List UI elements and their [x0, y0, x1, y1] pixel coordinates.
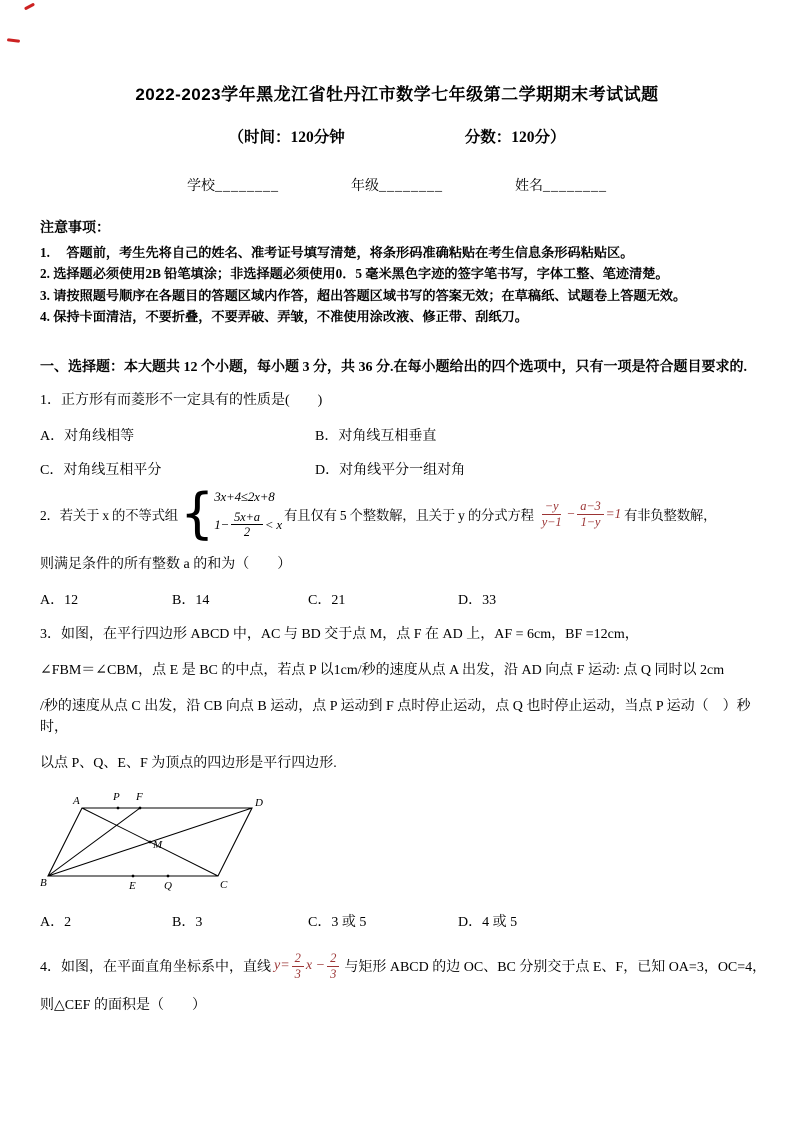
notice-item-4: 4. 保持卡面清洁，不要折叠，不要弄破、弄皱，不准使用涂改液、修正带、刮纸刀。: [40, 309, 528, 325]
q3-option-a: A．2: [40, 915, 72, 931]
q2-inequality-1: 3x+4≤2x+8: [214, 488, 275, 504]
q4-suffix: 与矩形 ABCD 的边 OC、BC 分别交于点 E、F，已知 OA=3，OC=4，: [344, 960, 767, 976]
label-p: P: [113, 791, 120, 804]
q1-options-row-2: [40, 459, 754, 479]
label-b: B: [40, 877, 47, 890]
q1-option-b: B．对角线互相垂直: [315, 428, 437, 444]
label-c: C: [220, 879, 228, 892]
school-blank: ________: [215, 179, 279, 194]
q3-option-b: B．3: [172, 915, 203, 931]
q2-fraction-2: $\frac{a-3}{1-y}$: [577, 499, 603, 529]
notice-item-1: 1. 答题前，考生先将自己的姓名、准考证号填写清楚，将条形码准确粘贴在考生信息条形码粘贴区。: [40, 245, 634, 260]
notice-item-3: 3. 请按照题号顺序在各题目的答题区域内作答，超出答题区域书写的答案无效；在草稿纸、试题卷上答题无效。: [40, 287, 687, 303]
section-1-heading: 一、选择题：本大题共 12 个小题，每小题 3 分，共 36 分.在每小题给出的四个选项中，只有一项是符合题目要求的.: [40, 359, 747, 375]
q2-options-row: [40, 589, 754, 609]
q1-options-row-1: [40, 425, 754, 445]
q2-option-c: C．21: [308, 592, 346, 608]
q2-option-a: A．12: [40, 592, 79, 608]
label-d: D: [255, 797, 263, 810]
q2-option-b: B．14: [172, 592, 210, 608]
student-info-line: [40, 175, 754, 195]
label-e: E: [129, 880, 136, 893]
system-brace: {: [180, 481, 215, 545]
segment-bf: [48, 808, 140, 876]
q2-option-d: D．33: [458, 592, 497, 608]
school-label: 学校: [187, 179, 215, 194]
equals-one: =1: [605, 506, 621, 522]
point-e-dot: [132, 875, 135, 878]
q3-option-d: D．4 或 5: [458, 915, 518, 931]
page-title: 2022-2023学年黑龙江省牡丹江市数学七年级第二学期期末考试试题: [135, 85, 659, 104]
name-field: [515, 175, 607, 195]
q3-text-line-4: 以点 P、Q、E、F 为顶点的四边形是平行四边形.: [40, 756, 337, 772]
q4-fraction-2: $\frac{2}{3}$: [327, 951, 339, 981]
q2-inequality-2: 1− $\frac{5x+a}{2}$ < x: [214, 509, 282, 540]
time-score-line: [40, 125, 754, 147]
notice-heading: 注意事项：: [40, 221, 110, 236]
q1-option-d: D．对角线平分一组对角: [315, 462, 466, 478]
q3-parallelogram-figure: [40, 788, 270, 892]
q2-fraction-sys: $\frac{5x+a}{2}$: [231, 510, 263, 540]
q4-fraction-1: $\frac{2}{3}$: [292, 951, 304, 981]
point-m-dot: [149, 841, 152, 844]
name-blank: ________: [543, 179, 607, 194]
school-field: [187, 175, 279, 195]
label-a: A: [73, 795, 80, 808]
q3-option-c: C．3 或 5: [308, 915, 367, 931]
q3-figure-wrap: [40, 788, 754, 897]
q2-fraction-1: $\frac{-y}{y-1}$: [541, 499, 562, 529]
q3-text-line-1: 3．如图，在平行四边形 ABCD 中，AC 与 BD 交于点 M，点 F 在 AD 上，AF = 6cm，BF =12cm，: [40, 626, 639, 642]
q2-mid-text: 有且仅有 5 个整数解，且关于 y 的分式方程: [283, 507, 534, 523]
q4-text-line-1: [40, 951, 767, 981]
score-label: 分数：120分）: [464, 129, 566, 146]
q4-y-equals: y=: [274, 958, 290, 974]
q2-text: [40, 481, 754, 545]
q4-x-minus: x −: [305, 958, 326, 974]
q3-text-line-2: ∠FBM＝∠CBM，点 E 是 BC 的中点，若点 P 以1cm/秒的速度从点 A 出发，沿 AD 向点 F 运动: 点 Q 同时以 2cm: [40, 663, 725, 679]
notice-item-2: 2. 选择题必须使用2B 铅笔填涂；非选择题必须使用0．5 毫米黑色字迹的签字笔书写，字体工整、笔迹清楚。: [40, 266, 669, 282]
q4-prefix: 4．如图，在平面直角坐标系中，直线: [40, 960, 271, 976]
q2-text-line-2: 则满足条件的所有整数 a 的和为（ ）: [40, 556, 292, 572]
grade-label: 年级: [351, 179, 379, 194]
grade-blank: ________: [379, 179, 443, 194]
q3-text-line-3: /秒的速度从点 C 出发，沿 CB 向点 B 运动，点 P 运动到 F 点时停止运动，点 Q 也时停止运动，当点 P 运动（ ）秒时，: [40, 699, 751, 735]
q1-text: 1．正方形有而菱形不一定具有的性质是( ): [40, 392, 323, 408]
point-p-dot: [117, 807, 120, 810]
grade-field: [351, 175, 443, 195]
point-q-dot: [167, 875, 170, 878]
minus-sign: −: [566, 506, 576, 522]
q1-option-c: C．对角线互相平分: [40, 462, 162, 478]
label-f: F: [136, 791, 143, 804]
q2-prefix: 2．若关于 x 的不等式组: [40, 507, 179, 523]
point-f-dot: [139, 807, 142, 810]
label-q: Q: [164, 880, 172, 893]
label-m: M: [153, 839, 163, 852]
q2-fractional-equation: [537, 499, 621, 529]
name-label: 姓名: [515, 179, 543, 194]
q2-inequality-system: [180, 481, 282, 545]
q2-suffix: 有非负整数解，: [623, 507, 717, 523]
q4-line-equation: [274, 951, 341, 981]
q1-option-a: A．对角线相等: [40, 428, 135, 444]
time-label: （时间：120分钟: [228, 129, 345, 146]
q4-text-line-2: 则△CEF 的面积是（ ）: [40, 998, 206, 1014]
q3-options-row: [40, 911, 754, 931]
